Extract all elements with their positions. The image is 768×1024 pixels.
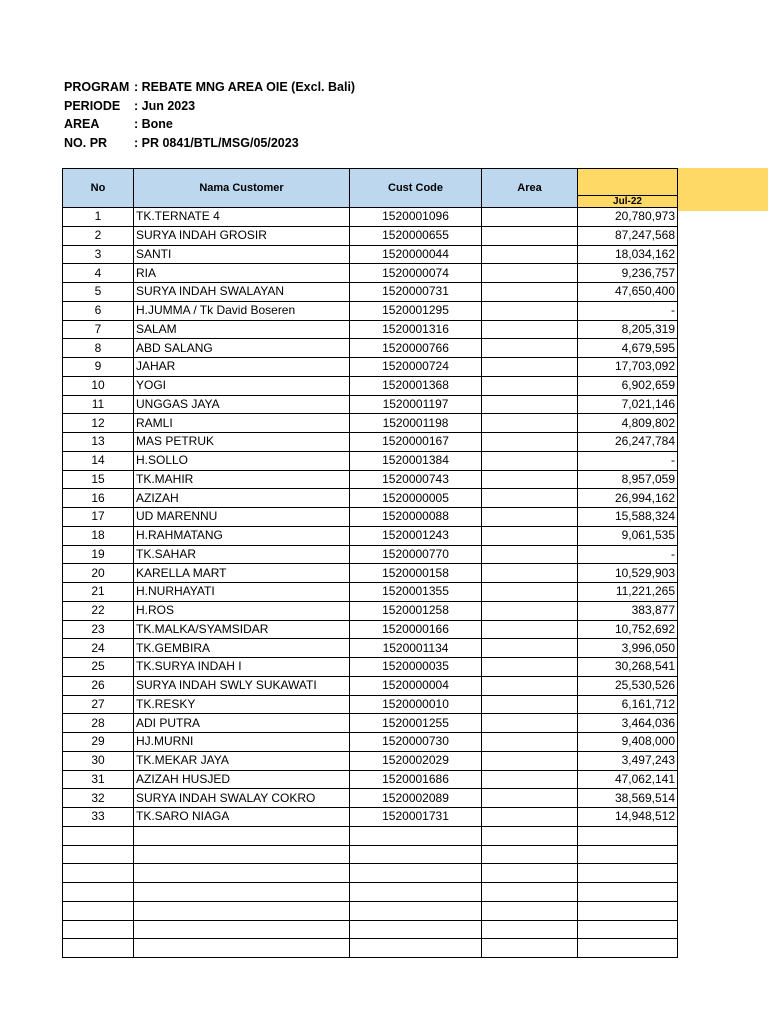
cell-area: [482, 695, 578, 714]
cell-value: 7,021,146: [578, 395, 678, 414]
cell-value: 3,497,243: [578, 751, 678, 770]
empty-cell: [134, 939, 350, 958]
cell-area: [482, 733, 578, 752]
cell-cust-code: 1520001243: [350, 526, 482, 545]
column-header-no: No: [63, 169, 134, 208]
cell-cust-code: 1520001258: [350, 601, 482, 620]
cell-cust-code: 1520002089: [350, 789, 482, 808]
cell-value: 14,948,512: [578, 808, 678, 827]
cell-area: [482, 658, 578, 677]
empty-cell: [350, 826, 482, 845]
cell-customer-name: TK.SAHAR: [134, 545, 350, 564]
table-row: [63, 789, 678, 808]
cell-area: [482, 470, 578, 489]
column-header-month: [578, 169, 678, 208]
cell-no: 11: [63, 395, 134, 414]
empty-cell: [482, 845, 578, 864]
month-header-extension: [677, 168, 768, 211]
cell-customer-name: TK.MAHIR: [134, 470, 350, 489]
table-row: [63, 601, 678, 620]
cell-cust-code: 1520000088: [350, 508, 482, 527]
cell-customer-name: H.SOLLO: [134, 451, 350, 470]
cell-customer-name: HJ.MURNI: [134, 733, 350, 752]
table-row: [63, 264, 678, 283]
cell-cust-code: 1520000655: [350, 226, 482, 245]
empty-cell: [350, 883, 482, 902]
cell-no: 18: [63, 526, 134, 545]
table-row: [63, 714, 678, 733]
cell-area: [482, 433, 578, 452]
table-row: [63, 770, 678, 789]
cell-no: 8: [63, 339, 134, 358]
cell-area: [482, 339, 578, 358]
empty-cell: [350, 939, 482, 958]
cell-value: 11,221,265: [578, 583, 678, 602]
cell-area: [482, 376, 578, 395]
cell-area: [482, 358, 578, 377]
cell-value: 8,205,319: [578, 320, 678, 339]
cell-no: 5: [63, 283, 134, 302]
cell-value: 87,247,568: [578, 226, 678, 245]
cell-no: 14: [63, 451, 134, 470]
cell-customer-name: UD MARENNU: [134, 508, 350, 527]
cell-area: [482, 601, 578, 620]
cell-cust-code: 1520001355: [350, 583, 482, 602]
table-header-row: [63, 169, 678, 208]
empty-row: [63, 883, 678, 902]
empty-cell: [63, 845, 134, 864]
cell-customer-name: SANTI: [134, 245, 350, 264]
table-row: [63, 564, 678, 583]
cell-cust-code: 1520002029: [350, 751, 482, 770]
table-row: [63, 676, 678, 695]
table-row: [63, 433, 678, 452]
table-row: [63, 620, 678, 639]
header-row-program: [64, 78, 355, 97]
cell-value: 3,996,050: [578, 639, 678, 658]
table-row: [63, 451, 678, 470]
cell-customer-name: H.NURHAYATI: [134, 583, 350, 602]
cell-no: 4: [63, 264, 134, 283]
cell-area: [482, 808, 578, 827]
table-row: [63, 395, 678, 414]
cell-value: 10,529,903: [578, 564, 678, 583]
cell-customer-name: TK.RESKY: [134, 695, 350, 714]
cell-customer-name: ABD SALANG: [134, 339, 350, 358]
column-header-area: Area: [482, 169, 578, 208]
empty-cell: [63, 826, 134, 845]
cell-area: [482, 545, 578, 564]
cell-no: 26: [63, 676, 134, 695]
header-key: NO. PR: [64, 136, 108, 151]
header-value: : PR 0841/BTL/MSG/05/2023: [134, 136, 299, 151]
table-row: [63, 695, 678, 714]
table-row: [63, 470, 678, 489]
cell-value: 3,464,036: [578, 714, 678, 733]
cell-value: 26,247,784: [578, 433, 678, 452]
empty-cell: [482, 939, 578, 958]
empty-cell: [350, 901, 482, 920]
cell-cust-code: 1520000731: [350, 283, 482, 302]
cell-customer-name: YOGI: [134, 376, 350, 395]
cell-customer-name: AZIZAH: [134, 489, 350, 508]
cell-cust-code: 1520000044: [350, 245, 482, 264]
table-row: [63, 526, 678, 545]
column-header-name: Nama Customer: [134, 169, 350, 208]
cell-area: [482, 395, 578, 414]
cell-cust-code: 1520000166: [350, 620, 482, 639]
cell-customer-name: AZIZAH HUSJED: [134, 770, 350, 789]
cell-no: 32: [63, 789, 134, 808]
cell-area: [482, 301, 578, 320]
table-row: [63, 808, 678, 827]
cell-cust-code: 1520000005: [350, 489, 482, 508]
cell-value: 17,703,092: [578, 358, 678, 377]
cell-value: -: [578, 301, 678, 320]
header-key: PROGRAM: [64, 80, 130, 94]
header-value: : REBATE MNG AREA OIE (Excl. Bali): [134, 80, 356, 94]
cell-customer-name: SURYA INDAH SWALAYAN: [134, 283, 350, 302]
cell-customer-name: TK.SURYA INDAH I: [134, 658, 350, 677]
cell-no: 19: [63, 545, 134, 564]
empty-cell: [63, 920, 134, 939]
cell-area: [482, 676, 578, 695]
cell-no: 10: [63, 376, 134, 395]
cell-area: [482, 489, 578, 508]
cell-cust-code: 1520000724: [350, 358, 482, 377]
empty-cell: [134, 901, 350, 920]
cell-customer-name: H.JUMMA / Tk David Boseren: [134, 301, 350, 320]
month-label: Jul-22: [578, 195, 677, 207]
cell-no: 29: [63, 733, 134, 752]
header-key: PERIODE: [64, 98, 121, 113]
empty-cell: [578, 826, 678, 845]
cell-area: [482, 414, 578, 433]
cell-value: 26,994,162: [578, 489, 678, 508]
cell-customer-name: SALAM: [134, 320, 350, 339]
empty-row: [63, 864, 678, 883]
header-key: AREA: [64, 117, 100, 132]
table-row: [63, 545, 678, 564]
cell-value: -: [578, 451, 678, 470]
cell-no: 1: [63, 208, 134, 227]
cell-cust-code: 1520001134: [350, 639, 482, 658]
cell-customer-name: KARELLA MART: [134, 564, 350, 583]
cell-cust-code: 1520001096: [350, 208, 482, 227]
empty-row: [63, 845, 678, 864]
cell-customer-name: TK.SARO NIAGA: [134, 808, 350, 827]
cell-area: [482, 526, 578, 545]
empty-cell: [578, 901, 678, 920]
cell-cust-code: 1520001198: [350, 414, 482, 433]
cell-no: 2: [63, 226, 134, 245]
cell-value: 6,161,712: [578, 695, 678, 714]
cell-value: 4,679,595: [578, 339, 678, 358]
table-row: [63, 583, 678, 602]
empty-row: [63, 901, 678, 920]
cell-value: 15,588,324: [578, 508, 678, 527]
empty-cell: [134, 864, 350, 883]
cell-area: [482, 451, 578, 470]
column-header-code: Cust Code: [350, 169, 482, 208]
cell-customer-name: TK.TERNATE 4: [134, 208, 350, 227]
cell-value: 38,569,514: [578, 789, 678, 808]
table-row: [63, 301, 678, 320]
cell-area: [482, 320, 578, 339]
cell-value: 30,268,541: [578, 658, 678, 677]
table-row: [63, 208, 678, 227]
cell-customer-name: SURYA INDAH GROSIR: [134, 226, 350, 245]
cell-area: [482, 714, 578, 733]
cell-area: [482, 264, 578, 283]
empty-cell: [578, 920, 678, 939]
empty-cell: [578, 845, 678, 864]
empty-cell: [578, 864, 678, 883]
cell-cust-code: 1520001295: [350, 301, 482, 320]
cell-customer-name: JAHAR: [134, 358, 350, 377]
cell-area: [482, 226, 578, 245]
cell-cust-code: 1520001731: [350, 808, 482, 827]
empty-cell: [134, 826, 350, 845]
cell-value: 10,752,692: [578, 620, 678, 639]
cell-cust-code: 1520000766: [350, 339, 482, 358]
cell-no: 3: [63, 245, 134, 264]
cell-no: 6: [63, 301, 134, 320]
cell-cust-code: 1520000743: [350, 470, 482, 489]
header-value: : Bone: [134, 117, 173, 132]
cell-no: 27: [63, 695, 134, 714]
cell-cust-code: 1520000074: [350, 264, 482, 283]
cell-cust-code: 1520001255: [350, 714, 482, 733]
cell-cust-code: 1520000004: [350, 676, 482, 695]
empty-cell: [134, 920, 350, 939]
table-row: [63, 414, 678, 433]
cell-cust-code: 1520001368: [350, 376, 482, 395]
cell-area: [482, 639, 578, 658]
cell-no: 33: [63, 808, 134, 827]
cell-no: 9: [63, 358, 134, 377]
customer-table: [62, 168, 678, 958]
cell-cust-code: 1520000770: [350, 545, 482, 564]
cell-no: 23: [63, 620, 134, 639]
empty-cell: [482, 864, 578, 883]
cell-no: 22: [63, 601, 134, 620]
cell-value: 20,780,973: [578, 208, 678, 227]
cell-area: [482, 208, 578, 227]
cell-no: 13: [63, 433, 134, 452]
cell-value: 9,236,757: [578, 264, 678, 283]
header-value: : Jun 2023: [134, 98, 196, 113]
cell-customer-name: RIA: [134, 264, 350, 283]
cell-cust-code: 1520001197: [350, 395, 482, 414]
cell-no: 20: [63, 564, 134, 583]
table-row: [63, 658, 678, 677]
table-row: [63, 751, 678, 770]
cell-customer-name: RAMLI: [134, 414, 350, 433]
cell-value: 47,650,400: [578, 283, 678, 302]
document-header: [64, 78, 355, 153]
cell-value: -: [578, 545, 678, 564]
empty-cell: [350, 845, 482, 864]
cell-customer-name: ADI PUTRA: [134, 714, 350, 733]
table-row: [63, 376, 678, 395]
table-row: [63, 508, 678, 527]
cell-cust-code: 1520000158: [350, 564, 482, 583]
cell-no: 21: [63, 583, 134, 602]
table-row: [63, 339, 678, 358]
cell-no: 12: [63, 414, 134, 433]
cell-value: 25,530,526: [578, 676, 678, 695]
cell-customer-name: TK.MALKA/SYAMSIDAR: [134, 620, 350, 639]
cell-value: 8,957,059: [578, 470, 678, 489]
cell-customer-name: TK.MEKAR JAYA: [134, 751, 350, 770]
empty-cell: [350, 920, 482, 939]
table-row: [63, 320, 678, 339]
cell-area: [482, 564, 578, 583]
table-body: [63, 208, 678, 958]
empty-cell: [482, 826, 578, 845]
empty-cell: [578, 883, 678, 902]
cell-no: 16: [63, 489, 134, 508]
cell-no: 25: [63, 658, 134, 677]
table-row: [63, 489, 678, 508]
cell-customer-name: H.ROS: [134, 601, 350, 620]
table-row: [63, 358, 678, 377]
empty-cell: [63, 939, 134, 958]
cell-customer-name: H.RAHMATANG: [134, 526, 350, 545]
table-row: [63, 639, 678, 658]
empty-cell: [482, 883, 578, 902]
empty-cell: [578, 939, 678, 958]
empty-cell: [63, 883, 134, 902]
cell-customer-name: SURYA INDAH SWALAY COKRO: [134, 789, 350, 808]
empty-cell: [482, 901, 578, 920]
cell-no: 31: [63, 770, 134, 789]
cell-area: [482, 789, 578, 808]
empty-row: [63, 939, 678, 958]
cell-cust-code: 1520001686: [350, 770, 482, 789]
cell-area: [482, 770, 578, 789]
cell-area: [482, 751, 578, 770]
cell-value: 9,061,535: [578, 526, 678, 545]
table-row: [63, 245, 678, 264]
header-row-no-pr: [64, 134, 355, 153]
cell-no: 28: [63, 714, 134, 733]
cell-area: [482, 620, 578, 639]
cell-area: [482, 583, 578, 602]
cell-no: 24: [63, 639, 134, 658]
empty-cell: [134, 883, 350, 902]
cell-value: 9,408,000: [578, 733, 678, 752]
cell-value: 4,809,802: [578, 414, 678, 433]
header-row-area: [64, 115, 355, 134]
empty-cell: [63, 901, 134, 920]
empty-cell: [350, 864, 482, 883]
table-row: [63, 733, 678, 752]
cell-no: 17: [63, 508, 134, 527]
cell-customer-name: TK.GEMBIRA: [134, 639, 350, 658]
cell-cust-code: 1520001316: [350, 320, 482, 339]
empty-cell: [482, 920, 578, 939]
cell-cust-code: 1520000010: [350, 695, 482, 714]
cell-area: [482, 283, 578, 302]
table-row: [63, 226, 678, 245]
cell-customer-name: SURYA INDAH SWLY SUKAWATI: [134, 676, 350, 695]
cell-area: [482, 245, 578, 264]
empty-cell: [63, 864, 134, 883]
cell-value: 18,034,162: [578, 245, 678, 264]
cell-cust-code: 1520000167: [350, 433, 482, 452]
cell-value: 6,902,659: [578, 376, 678, 395]
cell-no: 7: [63, 320, 134, 339]
cell-cust-code: 1520000035: [350, 658, 482, 677]
cell-no: 30: [63, 751, 134, 770]
cell-no: 15: [63, 470, 134, 489]
cell-cust-code: 1520001384: [350, 451, 482, 470]
empty-row: [63, 920, 678, 939]
cell-customer-name: UNGGAS JAYA: [134, 395, 350, 414]
cell-value: 383,877: [578, 601, 678, 620]
cell-value: 47,062,141: [578, 770, 678, 789]
cell-cust-code: 1520000730: [350, 733, 482, 752]
empty-row: [63, 826, 678, 845]
header-row-periode: [64, 97, 355, 116]
table-row: [63, 283, 678, 302]
cell-customer-name: MAS PETRUK: [134, 433, 350, 452]
cell-area: [482, 508, 578, 527]
empty-cell: [134, 845, 350, 864]
